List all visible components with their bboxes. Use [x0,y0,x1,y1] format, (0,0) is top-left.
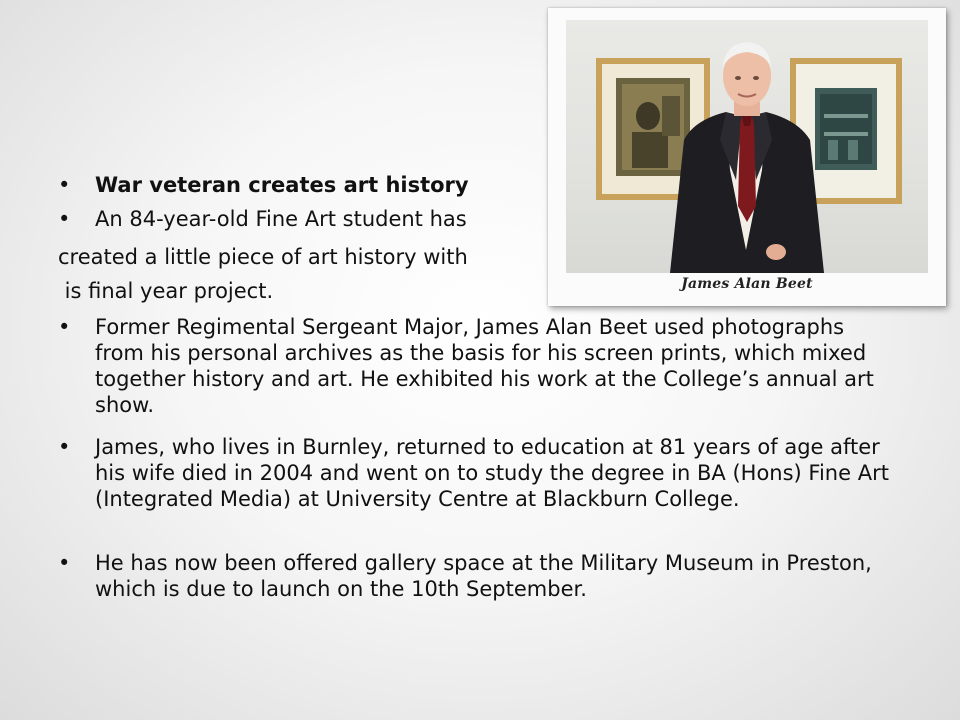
bullet-text: Former Regimental Sergeant Major, James Alan Beet used photographs from his personal archives as the basis for his screen prints, which mixed together history and art. He exhibited his work at the College’s annual art show. [95,315,874,417]
continuation-line: created a little piece of art history with [58,245,468,269]
bullet-marker: • [58,435,71,459]
portrait-illustration [566,20,928,273]
bullet-text: He has now been offered gallery space at the Military Museum in Preston, which is due to launch on the 10th September. [95,551,872,601]
portrait-photo [566,20,928,273]
photo-caption: James Alan Beet [681,276,813,292]
bullet-text: War veteran creates art history [95,173,469,197]
bullet-item [58,550,898,602]
bullet-marker: • [58,551,71,575]
bullet-text: James, who lives in Burnley, returned to education at 81 years of age after his wife died in 2004 and went on to study the degree in BA (Hons) Fine Art (Integrated Media) at University Centre at Blackburn College. [95,435,889,511]
bullet-item [58,434,898,512]
continuation-line: is final year project. [58,279,274,303]
bullet-item [58,314,898,418]
bullet-item [58,206,898,232]
bullet-text: An 84-year-old Fine Art student has [95,207,467,231]
bullet-item-headline [58,172,898,198]
bullet-marker: • [58,173,71,197]
photo-card [548,8,946,306]
bullet-marker: • [58,315,71,339]
bullet-marker: • [58,207,71,231]
